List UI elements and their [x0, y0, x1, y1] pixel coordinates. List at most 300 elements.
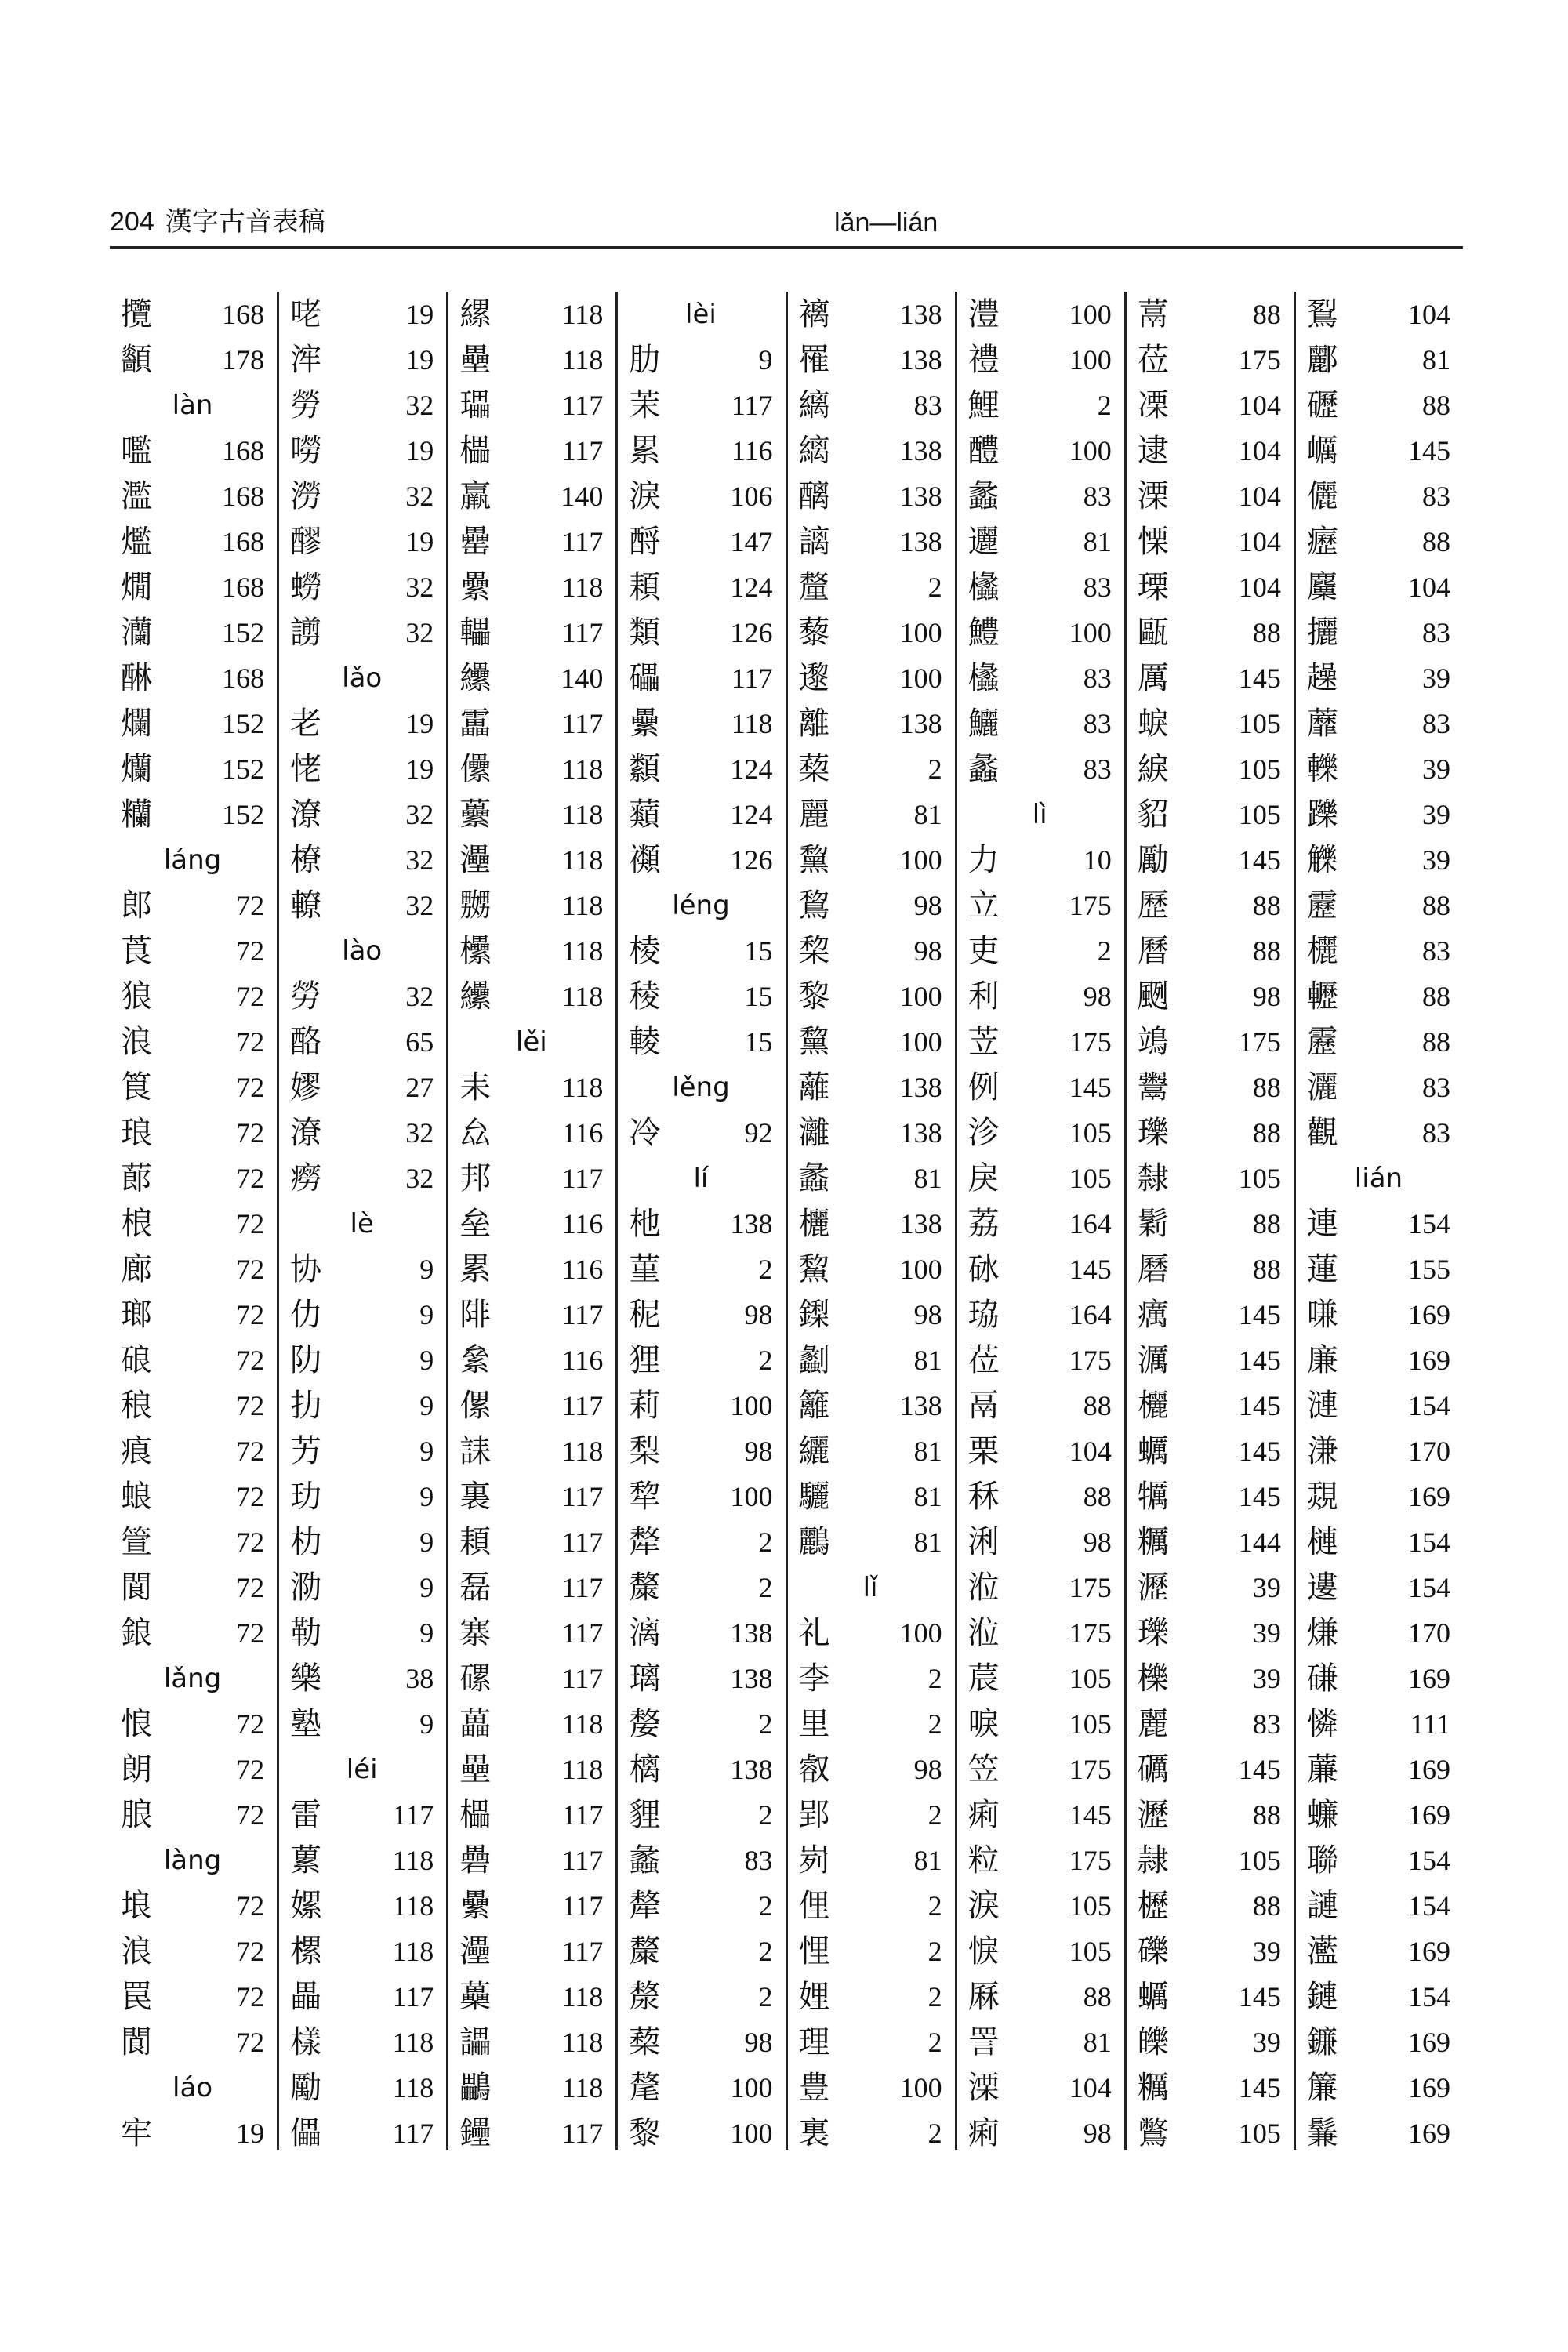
pinyin-heading: [118, 383, 269, 428]
pinyin-heading: [965, 792, 1116, 837]
entry-character: 邌: [798, 660, 830, 696]
entry-character: 㕡: [798, 1751, 830, 1788]
entry-number: 2: [758, 1572, 773, 1603]
entry-number: 116: [561, 1345, 604, 1376]
index-entry: [626, 337, 777, 383]
entry-character: 嚂: [121, 433, 152, 469]
index-entry: [1304, 1110, 1455, 1156]
entry-character: 逮: [1137, 433, 1169, 469]
entry-character: 朸: [290, 1524, 322, 1560]
index-entry: [118, 1792, 269, 1838]
entry-character: 輘: [629, 1024, 661, 1060]
entry-character: 珕: [967, 1297, 1000, 1333]
index-entry: [118, 1565, 269, 1610]
index-entry: [626, 701, 777, 746]
entry-number: 104: [1238, 390, 1281, 421]
index-entry: [1304, 1610, 1455, 1656]
index-entry: [796, 1474, 947, 1519]
index-entry: [965, 1110, 1116, 1156]
entry-character: 嫘: [290, 1888, 322, 1924]
entry-character: 甌: [1137, 615, 1169, 651]
entry-character: 朖: [121, 1797, 152, 1833]
entry-number: 178: [222, 344, 265, 376]
index-entry: [1134, 337, 1286, 383]
entry-number: 2: [927, 1936, 942, 1967]
entry-number: 2: [927, 2118, 942, 2149]
entry-character: 類: [629, 615, 661, 651]
entry-number: 100: [730, 1390, 773, 1421]
index-entry: [1134, 1156, 1286, 1201]
pinyin-heading: [118, 1656, 269, 1701]
index-entry: [1304, 2111, 1455, 2156]
entry-number: 118: [392, 1845, 434, 1876]
entry-number: 105: [1069, 1117, 1112, 1149]
index-entry: [287, 701, 438, 746]
entry-character: 肋: [629, 342, 661, 378]
index-entry: [1304, 1065, 1455, 1110]
entry-number: 32: [405, 572, 434, 603]
entry-number: 100: [899, 617, 942, 648]
entry-number: 105: [1238, 753, 1281, 785]
entry-character: 璃: [629, 1661, 661, 1697]
entry-character: 隷: [1137, 1842, 1169, 1878]
entry-number: 118: [392, 1936, 434, 1967]
entry-character: 麜: [1306, 569, 1338, 605]
entry-character: 寨: [459, 1615, 492, 1651]
entry-character: 棱: [629, 933, 661, 969]
index-entry: [796, 1019, 947, 1065]
entry-number: 88: [1252, 935, 1281, 967]
entry-number: 100: [730, 2118, 773, 2149]
index-entry: [965, 1838, 1116, 1883]
entry-character: 娌: [798, 1979, 830, 2015]
entry-character: 蠊: [1306, 1797, 1338, 1833]
entry-number: 88: [1422, 1026, 1450, 1058]
index-entry: [456, 1792, 608, 1838]
entry-number: 83: [1083, 572, 1112, 603]
entry-character: 力: [967, 842, 1000, 878]
index-entry: [965, 2065, 1116, 2111]
entry-number: 117: [561, 435, 604, 466]
index-entry: [626, 1701, 777, 1747]
entry-number: 32: [405, 981, 434, 1012]
entry-character: 勒: [290, 1615, 322, 1651]
entry-character: 累: [459, 1251, 492, 1287]
index-entry: [965, 2020, 1116, 2065]
entry-character: 粒: [967, 1842, 1000, 1878]
entry-character: 蜧: [1137, 706, 1169, 742]
entry-character: 罍: [459, 524, 492, 560]
entry-character: 酪: [290, 1024, 322, 1060]
entry-character: 嬲: [459, 887, 492, 924]
index-entry: [1304, 1701, 1455, 1747]
index-entry: [965, 610, 1116, 655]
index-entry: [965, 1247, 1116, 1292]
index-entry: [1304, 1565, 1455, 1610]
entry-character: 遱: [1306, 1570, 1338, 1606]
entry-character: 厤: [967, 1979, 1000, 2015]
index-entry: [118, 746, 269, 792]
entry-number: 72: [236, 1617, 265, 1649]
entry-number: 138: [730, 1663, 773, 1694]
entry-character: 瓃: [459, 387, 492, 423]
entry-number: 118: [561, 799, 604, 830]
index-entry: [1134, 1428, 1286, 1474]
index-entry: [287, 1156, 438, 1201]
index-entry: [626, 974, 777, 1019]
index-column: [110, 292, 279, 2150]
entry-number: 138: [730, 1754, 773, 1785]
index-entry: [456, 610, 608, 655]
index-entry: [287, 1065, 438, 1110]
entry-number: 19: [405, 526, 434, 557]
index-entry: [118, 428, 269, 474]
index-entry: [456, 337, 608, 383]
entry-character: 俚: [798, 1888, 830, 1924]
entry-number: 116: [561, 1208, 604, 1240]
index-entry: [626, 928, 777, 974]
entry-character: 仂: [290, 1297, 322, 1333]
entry-number: 118: [561, 572, 604, 603]
entry-character: 禷: [629, 842, 661, 878]
entry-character: 壘: [459, 1751, 492, 1788]
entry-number: 39: [1252, 1936, 1281, 1967]
pinyin-heading-text: léi: [346, 1754, 378, 1785]
index-entry: [1134, 1110, 1286, 1156]
entry-character: 峛: [798, 1842, 830, 1878]
entry-number: 175: [1069, 890, 1112, 921]
entry-character: 蠡: [629, 1842, 661, 1878]
index-entry: [796, 337, 947, 383]
entry-number: 72: [236, 890, 265, 921]
index-entry: [796, 2065, 947, 2111]
index-entry: [1134, 1747, 1286, 1792]
entry-character: 郎: [121, 887, 152, 924]
entry-character: 筤: [121, 1069, 152, 1105]
index-entry: [456, 1383, 608, 1428]
entry-character: 欐: [1137, 1388, 1169, 1424]
entry-character: 靂: [1306, 887, 1338, 924]
entry-number: 100: [899, 662, 942, 694]
entry-number: 118: [561, 935, 604, 967]
entry-number: 144: [1238, 1526, 1281, 1558]
entry-number: 145: [1238, 1436, 1281, 1467]
entry-character: 例: [967, 1069, 1000, 1105]
entry-number: 81: [1083, 2027, 1112, 2058]
index-entry: [287, 474, 438, 519]
index-entry: [456, 292, 608, 337]
entry-number: 105: [1069, 1663, 1112, 1694]
entry-character: 垒: [459, 1206, 492, 1242]
entry-number: 39: [1252, 1617, 1281, 1649]
entry-character: 裏: [459, 1479, 492, 1515]
index-entry: [1134, 2065, 1286, 2111]
entry-number: 126: [730, 844, 773, 876]
entry-number: 138: [730, 1208, 773, 1240]
entry-character: 躒: [1306, 797, 1338, 833]
index-column: [1296, 292, 1463, 2150]
entry-number: 145: [1408, 435, 1450, 466]
index-entry: [287, 1656, 438, 1701]
entry-number: 118: [561, 1708, 604, 1740]
entry-number: 15: [744, 981, 773, 1012]
index-entry: [1134, 1792, 1286, 1838]
entry-character: 濫: [121, 478, 152, 514]
index-entry: [1304, 928, 1455, 974]
entry-character: 纍: [629, 706, 661, 742]
entry-character: 扐: [290, 1388, 322, 1424]
entry-number: 72: [236, 1026, 265, 1058]
index-entry: [965, 1792, 1116, 1838]
entry-number: 39: [1422, 753, 1450, 785]
entry-number: 98: [1252, 981, 1281, 1012]
entry-character: 勞: [290, 387, 322, 423]
index-entry: [456, 383, 608, 428]
index-entry: [456, 701, 608, 746]
entry-number: 175: [1069, 1845, 1112, 1876]
index-entry: [287, 837, 438, 883]
entry-character: 狸: [629, 1342, 661, 1378]
index-entry: [965, 1519, 1116, 1565]
index-entry: [796, 792, 947, 837]
entry-character: 礨: [459, 1842, 492, 1878]
entry-number: 169: [1408, 1936, 1450, 1967]
entry-number: 88: [1252, 299, 1281, 330]
entry-character: 儽: [459, 751, 492, 787]
index-entry: [1134, 428, 1286, 474]
index-entry: [1304, 1838, 1455, 1883]
entry-number: 2: [758, 1526, 773, 1558]
entry-character: 欚: [967, 660, 1000, 696]
index-entry: [965, 1656, 1116, 1701]
entry-number: 9: [419, 1436, 434, 1467]
index-entry: [456, 1565, 608, 1610]
index-entry: [287, 1565, 438, 1610]
index-entry: [965, 1883, 1116, 1929]
entry-character: 槤: [1306, 1524, 1338, 1560]
entry-number: 104: [1408, 299, 1450, 330]
entry-number: 145: [1238, 2072, 1281, 2103]
entry-character: 磿: [1137, 1251, 1169, 1287]
entry-number: 168: [222, 435, 265, 466]
entry-character: 犛: [629, 1888, 661, 1924]
index-entry: [287, 1338, 438, 1383]
entry-number: 117: [731, 390, 773, 421]
entry-number: 88: [1422, 390, 1450, 421]
entry-number: 98: [1083, 1526, 1112, 1558]
index-entry: [1304, 837, 1455, 883]
index-entry: [1134, 1701, 1286, 1747]
entry-number: 117: [561, 1572, 604, 1603]
entry-number: 152: [222, 753, 265, 785]
index-entry: [118, 1065, 269, 1110]
entry-character: 灆: [1306, 1933, 1338, 1969]
index-entry: [456, 792, 608, 837]
entry-character: 欐: [1306, 933, 1338, 969]
entry-number: 88: [1422, 890, 1450, 921]
character-index-table: [110, 292, 1463, 2150]
entry-character: 灅: [459, 842, 492, 878]
index-entry: [287, 2065, 438, 2111]
entry-character: 犂: [629, 1479, 661, 1515]
entry-number: 145: [1238, 662, 1281, 694]
index-entry: [118, 1247, 269, 1292]
entry-number: 2: [758, 1708, 773, 1740]
entry-number: 65: [405, 1026, 434, 1058]
entry-character: 咾: [290, 296, 322, 332]
entry-character: 謰: [1306, 1888, 1338, 1924]
entry-character: 貍: [629, 1797, 661, 1833]
entry-character: 老: [290, 706, 322, 742]
index-entry: [796, 2111, 947, 2156]
entry-character: 棃: [798, 933, 830, 969]
index-entry: [456, 1428, 608, 1474]
entry-number: 72: [236, 1754, 265, 1785]
entry-number: 9: [419, 1572, 434, 1603]
entry-number: 100: [899, 1254, 942, 1285]
entry-character: 欙: [459, 933, 492, 969]
entry-number: 145: [1238, 1754, 1281, 1785]
index-entry: [796, 1883, 947, 1929]
entry-number: 138: [899, 1390, 942, 1421]
entry-character: 鯬: [798, 1251, 830, 1287]
entry-character: 鬑: [1306, 2115, 1338, 2151]
index-entry: [1134, 1974, 1286, 2020]
entry-number: 2: [927, 572, 942, 603]
entry-character: 协: [290, 1251, 322, 1287]
entry-number: 72: [236, 1936, 265, 1967]
entry-character: 鏫: [798, 1297, 830, 1333]
entry-character: 絫: [459, 1342, 492, 1378]
index-entry: [118, 337, 269, 383]
entry-character: 磏: [1306, 1661, 1338, 1697]
entry-number: 152: [222, 708, 265, 739]
entry-character: 酈: [1306, 342, 1338, 378]
entry-character: 糷: [121, 797, 152, 833]
entry-number: 9: [419, 1299, 434, 1330]
entry-character: 秜: [629, 1297, 661, 1333]
entry-character: 莉: [629, 1388, 661, 1424]
index-entry: [1304, 792, 1455, 837]
entry-character: 憐: [1306, 1706, 1338, 1742]
entry-number: 168: [222, 572, 265, 603]
entry-number: 118: [561, 1981, 604, 2013]
entry-number: 105: [1238, 799, 1281, 830]
entry-number: 117: [561, 1390, 604, 1421]
index-entry: [1134, 1065, 1286, 1110]
entry-number: 168: [222, 299, 265, 330]
entry-character: 溧: [967, 2070, 1000, 2106]
entry-character: 鬻: [1137, 1069, 1169, 1105]
entry-character: 澇: [290, 478, 322, 514]
entry-number: 169: [1408, 1481, 1450, 1512]
entry-number: 118: [561, 753, 604, 785]
entry-number: 39: [1422, 799, 1450, 830]
entry-character: 唳: [967, 1706, 1000, 1742]
entry-character: 櫑: [459, 1797, 492, 1833]
entry-character: 濿: [1137, 1342, 1169, 1378]
index-entry: [1304, 1338, 1455, 1383]
entry-character: 浶: [290, 342, 322, 378]
entry-number: 118: [561, 2027, 604, 2058]
index-entry: [1134, 746, 1286, 792]
entry-number: 83: [1422, 935, 1450, 967]
entry-number: 168: [222, 481, 265, 512]
entry-character: 累: [629, 433, 661, 469]
entry-character: 鴗: [1137, 1024, 1169, 1060]
pinyin-heading-text: lì: [1032, 799, 1047, 830]
entry-number: 88: [1252, 1799, 1281, 1831]
entry-number: 175: [1069, 1026, 1112, 1058]
index-entry: [456, 837, 608, 883]
index-entry: [626, 1929, 777, 1974]
entry-number: 104: [1238, 572, 1281, 603]
entry-number: 9: [419, 1617, 434, 1649]
index-entry: [1304, 746, 1455, 792]
index-entry: [1304, 337, 1455, 383]
index-entry: [1304, 2065, 1455, 2111]
entry-character: 趮: [1306, 660, 1338, 696]
entry-number: 154: [1408, 1526, 1450, 1558]
entry-number: 175: [1069, 1754, 1112, 1785]
index-entry: [626, 2111, 777, 2156]
index-entry: [965, 428, 1116, 474]
entry-number: 72: [236, 1117, 265, 1149]
index-entry: [1304, 519, 1455, 564]
index-entry: [287, 519, 438, 564]
entry-character: 厲: [1137, 660, 1169, 696]
entry-number: 126: [730, 617, 773, 648]
pinyin-heading: [287, 1747, 438, 1792]
entry-character: 鐮: [1306, 2024, 1338, 2060]
index-entry: [796, 1701, 947, 1747]
pinyin-heading: [626, 292, 777, 337]
entry-number: 175: [1069, 1572, 1112, 1603]
entry-character: 漣: [1306, 1388, 1338, 1424]
entry-number: 98: [1083, 981, 1112, 1012]
entry-number: 2: [758, 1981, 773, 2013]
index-entry: [796, 1292, 947, 1338]
entry-character: 蜋: [121, 1479, 152, 1515]
index-entry: [626, 2065, 777, 2111]
index-entry: [796, 837, 947, 883]
entry-character: 蒚: [1137, 296, 1169, 332]
entry-number: 168: [222, 662, 265, 694]
entry-character: 貂: [1137, 797, 1169, 833]
index-entry: [626, 1656, 777, 1701]
entry-number: 19: [405, 708, 434, 739]
entry-character: 爁: [121, 524, 152, 560]
entry-character: 戾: [967, 1160, 1000, 1196]
entry-number: 118: [561, 344, 604, 376]
entry-number: 39: [1252, 2027, 1281, 2058]
entry-character: 纍: [459, 1888, 492, 1924]
entry-number: 32: [405, 617, 434, 648]
index-entry: [965, 1019, 1116, 1065]
pinyin-heading-text: lěi: [515, 1026, 547, 1058]
entry-number: 169: [1408, 1799, 1450, 1831]
entry-character: 潦: [290, 797, 322, 833]
index-entry: [1304, 474, 1455, 519]
entry-number: 98: [913, 1299, 942, 1330]
index-entry: [796, 974, 947, 1019]
entry-number: 145: [1069, 1254, 1112, 1285]
entry-number: 105: [1238, 1163, 1281, 1194]
entry-character: 鬁: [1137, 1206, 1169, 1242]
entry-character: 莨: [121, 933, 152, 969]
entry-number: 164: [1069, 1299, 1112, 1330]
index-entry: [796, 1974, 947, 2020]
